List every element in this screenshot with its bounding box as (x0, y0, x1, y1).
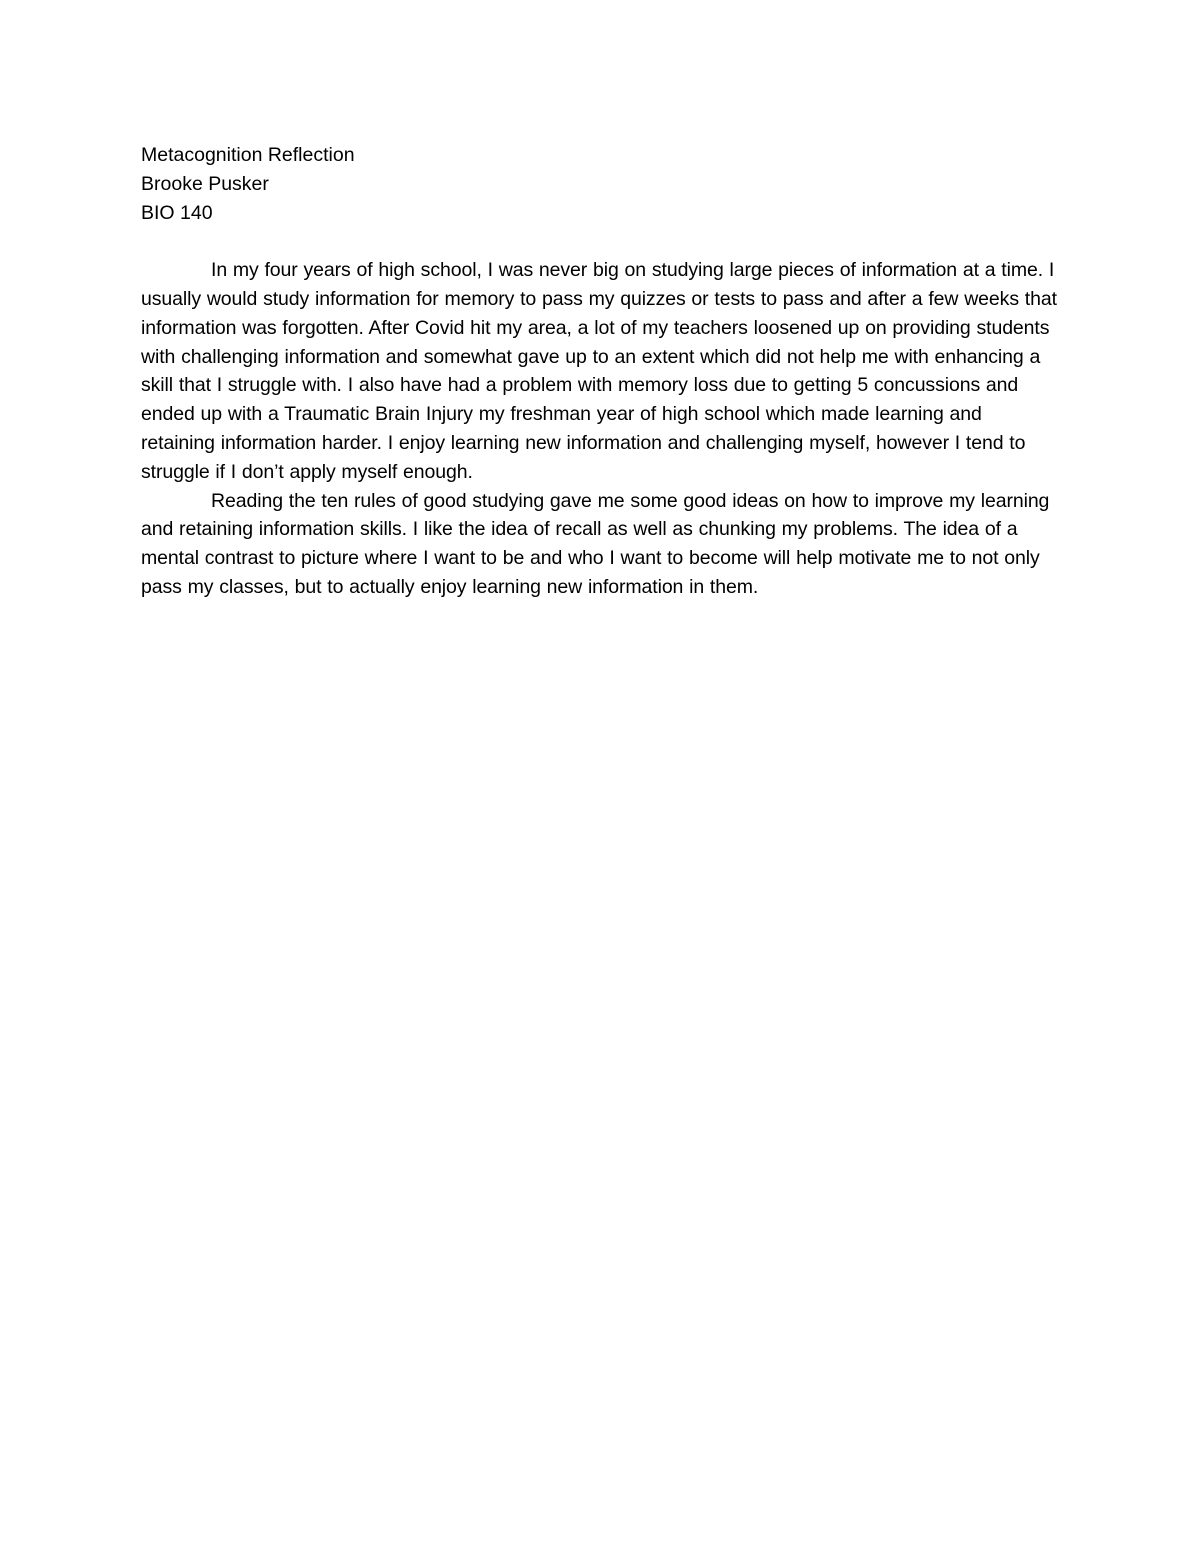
blank-line (141, 227, 1061, 256)
document-body (141, 141, 1061, 602)
author-name: Brooke Pusker (141, 172, 269, 195)
document-title: Metacognition Reflection (141, 144, 355, 166)
paragraph-1: In my four years of high school, I was never big on studying large pieces of information at a time. I usually would study information for memory to pass my quizzes or tests to pass and after a few weeks that information was forgotten. After Covid hit my area, a lot of my teachers loosened up on providing students with challenging information and somewhat gave up to an extent which did not help me with enhancing a skill that I struggle with. I also have had a problem with memory loss due to getting 5 concussions and ended up with a Traumatic Brain Injury my freshman year of high school which made learning and retaining information harder. I enjoy learning new information and challenging myself, however I tend to struggle if I don’t apply myself enough. (141, 259, 1057, 483)
course-code: BIO 140 (141, 201, 213, 224)
paragraph-2: Reading the ten rules of good studying gave me some good ideas on how to improve my learning and retaining information skills. I like the idea of recall as well as chunking my problems. The idea of a mental contrast to picture where I want to be and who I want to become will help motivate me to not only pass my classes, but to actually enjoy learning new information in them. (141, 489, 1050, 598)
